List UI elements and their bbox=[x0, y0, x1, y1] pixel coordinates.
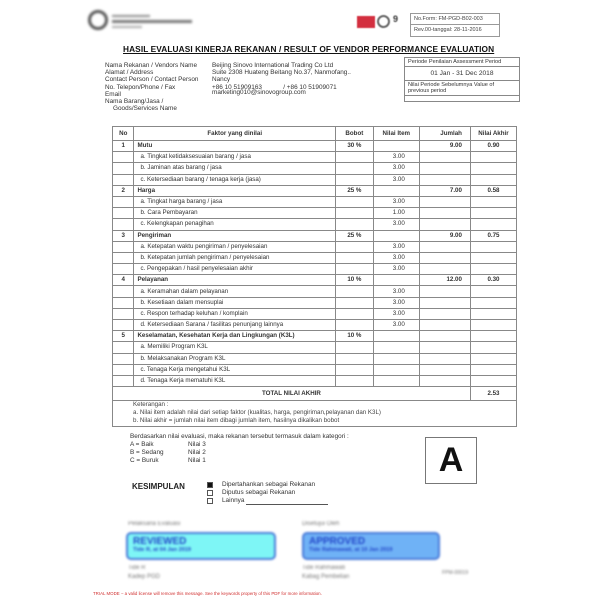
factor-item-row bbox=[113, 297, 517, 308]
item-sum bbox=[419, 152, 470, 163]
item-value: 3.00 bbox=[373, 196, 419, 207]
phone-fax: +86 10 51909163 / +86 10 51909071 bbox=[212, 83, 337, 91]
item-weight bbox=[335, 241, 373, 252]
col-item-value: Nilai Item bbox=[373, 127, 419, 141]
reviewed-stamp bbox=[126, 532, 276, 560]
item-weight bbox=[335, 364, 373, 375]
item-value: 1.00 bbox=[373, 208, 419, 219]
item-sum bbox=[419, 297, 470, 308]
form-number: No.Form: FM-PGD-B02-003 bbox=[411, 14, 499, 25]
item-sum bbox=[419, 196, 470, 207]
item-no bbox=[113, 196, 134, 207]
info-label: Alamat / Address bbox=[105, 69, 154, 77]
total-label: TOTAL NILAI AKHIR bbox=[113, 387, 471, 401]
option-label: Diputus sebagai Rekanan bbox=[222, 489, 296, 496]
factor-group-row bbox=[113, 230, 517, 241]
item-no bbox=[113, 252, 134, 263]
total-value: 2.53 bbox=[470, 387, 516, 401]
info-label: No. Telepon/Phone / Fax bbox=[105, 83, 176, 91]
item-final bbox=[470, 241, 516, 252]
info-label: Email bbox=[105, 90, 121, 98]
item-no bbox=[113, 364, 134, 375]
factor-item-row bbox=[113, 208, 517, 219]
group-weight: 25 % bbox=[335, 230, 373, 241]
item-final bbox=[470, 364, 516, 375]
stamp-text: REVIEWED bbox=[133, 536, 187, 547]
item-weight bbox=[335, 308, 373, 319]
factor-item-row bbox=[113, 353, 517, 364]
item-no bbox=[113, 320, 134, 331]
group-sum: 12.00 bbox=[419, 275, 470, 286]
item-value bbox=[373, 375, 419, 386]
factor-item-row bbox=[113, 320, 517, 331]
revision-date: Rev.00-tanggal: 28-11-2016 bbox=[414, 27, 482, 33]
vendor-info bbox=[105, 62, 420, 112]
item-value: 3.00 bbox=[373, 286, 419, 297]
group-name: Harga bbox=[134, 185, 335, 196]
item-label: c. Respon terhadap keluhan / komplain bbox=[134, 308, 335, 319]
form-number-box bbox=[410, 13, 500, 37]
category-value: Nilai 2 bbox=[188, 449, 206, 456]
group-name: Mutu bbox=[134, 141, 335, 152]
stamp-text: APPROVED bbox=[309, 536, 366, 547]
item-weight bbox=[335, 163, 373, 174]
evaluator-name: Tide R bbox=[128, 565, 146, 571]
item-weight bbox=[335, 196, 373, 207]
factor-item-row bbox=[113, 219, 517, 230]
option-label: Lainnya bbox=[222, 497, 245, 504]
item-weight bbox=[335, 152, 373, 163]
item-no bbox=[113, 297, 134, 308]
previous-period-value bbox=[405, 96, 519, 101]
item-weight bbox=[335, 174, 373, 185]
item-final bbox=[470, 252, 516, 263]
assessment-period-box bbox=[404, 57, 520, 102]
factor-item-row bbox=[113, 286, 517, 297]
approved-stamp bbox=[302, 532, 440, 560]
approver-title: Kabag Pembelian bbox=[302, 574, 350, 580]
factor-item-row bbox=[113, 364, 517, 375]
certification-logo-icon: 9 bbox=[357, 13, 403, 31]
factor-item-row bbox=[113, 264, 517, 275]
item-label: b. Jaminan atas barang / jasa bbox=[134, 163, 335, 174]
group-weight: 25 % bbox=[335, 185, 373, 196]
group-name: Keselamatan, Kesehatan Kerja dan Lingkungan (K3L) bbox=[134, 331, 335, 342]
item-no bbox=[113, 174, 134, 185]
info-label: Nama Barang/Jasa / bbox=[105, 98, 164, 106]
item-final bbox=[470, 264, 516, 275]
category-intro: Berdasarkan nilai evaluasi, maka rekanan tersebut termasuk dalam kategori : bbox=[130, 433, 349, 440]
group-final: 0.58 bbox=[470, 185, 516, 196]
item-final bbox=[470, 353, 516, 364]
group-number: 1 bbox=[113, 141, 134, 152]
col-sum: Jumlah bbox=[419, 127, 470, 141]
item-value bbox=[373, 342, 419, 353]
conclusion-options bbox=[207, 481, 328, 505]
item-value: 3.00 bbox=[373, 264, 419, 275]
factor-group-row bbox=[113, 275, 517, 286]
group-item-value bbox=[373, 275, 419, 286]
item-label: a. Tingkat harga barang / jasa bbox=[134, 196, 335, 207]
item-no bbox=[113, 219, 134, 230]
group-item-value bbox=[373, 230, 419, 241]
item-final bbox=[470, 286, 516, 297]
item-value: 3.00 bbox=[373, 152, 419, 163]
factor-item-row bbox=[113, 342, 517, 353]
item-weight bbox=[335, 264, 373, 275]
item-label: a. Keramahan dalam pelayanan bbox=[134, 286, 335, 297]
item-no bbox=[113, 286, 134, 297]
category-label: B = Sedang bbox=[130, 449, 164, 456]
factor-group-row bbox=[113, 331, 517, 342]
note-b: b. Nilai akhir = jumlah nilai item dibagi jumlah item, hasilnya dikalikan bobot bbox=[133, 417, 340, 424]
item-final bbox=[470, 308, 516, 319]
item-label: a. Tingkat ketidaksesuaian barang / jasa bbox=[134, 152, 335, 163]
group-name: Pengiriman bbox=[134, 230, 335, 241]
contact-person: Nancy bbox=[212, 76, 231, 84]
item-weight bbox=[335, 353, 373, 364]
evaluator-signature bbox=[128, 564, 160, 582]
table-header-row bbox=[113, 127, 517, 141]
item-label: a. Ketepatan waktu pengiriman / penyelesaian bbox=[134, 241, 335, 252]
item-sum bbox=[419, 286, 470, 297]
factor-item-row bbox=[113, 252, 517, 263]
item-final bbox=[470, 219, 516, 230]
item-weight bbox=[335, 208, 373, 219]
document-code: FPM-00019 bbox=[442, 570, 469, 576]
option-other[interactable] bbox=[207, 497, 328, 505]
evaluator-title: Kadep PGD bbox=[128, 574, 161, 580]
vendor-address: Suite 2308 Huateng Beitang No.37, Nanmofang.. bbox=[212, 69, 351, 77]
group-sum: 7.00 bbox=[419, 185, 470, 196]
checkbox-checked-icon[interactable] bbox=[207, 482, 213, 488]
item-sum bbox=[419, 364, 470, 375]
item-final bbox=[470, 375, 516, 386]
email: marketing010@sinovogroup.com bbox=[212, 88, 306, 96]
factor-item-row bbox=[113, 241, 517, 252]
col-factor: Faktor yang dinilai bbox=[134, 127, 335, 141]
checkbox-icon[interactable] bbox=[207, 498, 213, 504]
item-value: 3.00 bbox=[373, 163, 419, 174]
group-item-value bbox=[373, 331, 419, 342]
item-weight bbox=[335, 375, 373, 386]
group-sum bbox=[419, 331, 470, 342]
item-value: 3.00 bbox=[373, 297, 419, 308]
group-sum: 9.00 bbox=[419, 230, 470, 241]
item-no bbox=[113, 342, 134, 353]
notes-title: Keterangan : bbox=[133, 401, 169, 408]
factor-item-row bbox=[113, 163, 517, 174]
conclusion-label: KESIMPULAN bbox=[132, 482, 185, 491]
item-value: 3.00 bbox=[373, 320, 419, 331]
item-label: d. Tenaga Kerja mematuhi K3L bbox=[134, 375, 335, 386]
group-weight: 30 % bbox=[335, 141, 373, 152]
vendor-name: Beijing Sinovo International Trading Co Ltd bbox=[212, 62, 334, 69]
item-value bbox=[373, 353, 419, 364]
factor-item-row bbox=[113, 375, 517, 386]
item-label: c. Pengepakan / hasil penyelesaian akhir bbox=[134, 264, 335, 275]
factor-group-row bbox=[113, 185, 517, 196]
factor-item-row bbox=[113, 196, 517, 207]
item-sum bbox=[419, 163, 470, 174]
item-sum bbox=[419, 219, 470, 230]
factor-group-row bbox=[113, 141, 517, 152]
item-final bbox=[470, 342, 516, 353]
item-weight bbox=[335, 286, 373, 297]
item-final bbox=[470, 196, 516, 207]
item-final bbox=[470, 174, 516, 185]
group-item-value bbox=[373, 141, 419, 152]
goods-services bbox=[220, 105, 420, 112]
item-weight bbox=[335, 252, 373, 263]
item-sum bbox=[419, 241, 470, 252]
item-weight bbox=[335, 219, 373, 230]
info-label: Contact Person / Contact Person bbox=[105, 76, 199, 84]
col-no: No bbox=[113, 127, 134, 141]
item-value: 3.00 bbox=[373, 219, 419, 230]
item-weight bbox=[335, 320, 373, 331]
approver-role: Disetujui Oleh bbox=[302, 521, 340, 527]
company-logo-icon bbox=[88, 10, 238, 34]
item-sum bbox=[419, 342, 470, 353]
option-terminate[interactable] bbox=[207, 489, 328, 497]
stamp-detail: Tide R, at 04 Jan 2019 bbox=[133, 547, 192, 553]
info-label: Goods/Services Name bbox=[113, 105, 177, 113]
item-final bbox=[470, 320, 516, 331]
notes-box bbox=[112, 398, 517, 427]
item-no bbox=[113, 241, 134, 252]
item-value: 3.00 bbox=[373, 308, 419, 319]
approver-name: Tide Rahmawati bbox=[302, 565, 346, 571]
factor-item-row bbox=[113, 174, 517, 185]
item-sum bbox=[419, 252, 470, 263]
category-value: Nilai 1 bbox=[188, 457, 206, 464]
item-label: b. Ketepatan jumlah pengiriman / penyelesaian bbox=[134, 252, 335, 263]
category-legend bbox=[130, 433, 349, 465]
item-final bbox=[470, 297, 516, 308]
col-weight: Bobot bbox=[335, 127, 373, 141]
other-input-line[interactable] bbox=[246, 498, 328, 505]
item-weight bbox=[335, 297, 373, 308]
category-label: C = Buruk bbox=[130, 457, 159, 464]
item-label: b. Cara Pembayaran bbox=[134, 208, 335, 219]
group-final: 0.75 bbox=[470, 230, 516, 241]
group-number: 5 bbox=[113, 331, 134, 342]
option-label: Dipertahankan sebagai Rekanan bbox=[222, 481, 316, 488]
evaluator-role: Pelaksana Evaluasi bbox=[128, 521, 181, 527]
group-final: 0.90 bbox=[470, 141, 516, 152]
item-label: d. Ketersediaan Sarana / fasilitas penunjang lainnya bbox=[134, 320, 335, 331]
item-sum bbox=[419, 264, 470, 275]
item-value: 3.00 bbox=[373, 241, 419, 252]
info-label: Nama Rekanan / Vendors Name bbox=[105, 62, 198, 69]
item-sum bbox=[419, 208, 470, 219]
item-final bbox=[470, 163, 516, 174]
item-sum bbox=[419, 375, 470, 386]
group-weight: 10 % bbox=[335, 275, 373, 286]
trial-mode-notice: TRIAL MODE − a valid license will remove this message. See the keywords property of this PDF for more information. bbox=[93, 591, 322, 596]
item-label: c. Ketersediaan barang / tenaga kerja (jasa) bbox=[134, 174, 335, 185]
item-no bbox=[113, 264, 134, 275]
grade-box: A bbox=[425, 437, 477, 484]
checkbox-icon[interactable] bbox=[207, 490, 213, 496]
item-final bbox=[470, 152, 516, 163]
evaluation-table bbox=[112, 126, 517, 401]
group-item-value bbox=[373, 185, 419, 196]
option-retain[interactable] bbox=[207, 481, 328, 489]
item-no bbox=[113, 152, 134, 163]
col-final: Nilai Akhir bbox=[470, 127, 516, 141]
item-label: b. Kesetiaan dalam mensuplai bbox=[134, 297, 335, 308]
item-weight bbox=[335, 342, 373, 353]
group-number: 2 bbox=[113, 185, 134, 196]
item-final bbox=[470, 208, 516, 219]
group-number: 3 bbox=[113, 230, 134, 241]
factor-item-row bbox=[113, 308, 517, 319]
item-value bbox=[373, 364, 419, 375]
stamp-detail: Tide Rahmawati, at 10 Jan 2019 bbox=[309, 547, 393, 553]
previous-period-label: Nilai Periode Sebelumnya Value of previous period bbox=[405, 81, 519, 96]
period-value: 01 Jan - 31 Dec 2018 bbox=[405, 67, 519, 81]
group-sum: 9.00 bbox=[419, 141, 470, 152]
factor-item-row bbox=[113, 152, 517, 163]
item-sum bbox=[419, 174, 470, 185]
page-title: HASIL EVALUASI KINERJA REKANAN / RESULT OF VENDOR PERFORMANCE EVALUATION bbox=[123, 44, 495, 54]
note-a: a. Nilai item adalah nilai dari setiap faktor (kualitas, harga, pengiriman,pelayanan dan K3L) bbox=[133, 409, 381, 416]
item-no bbox=[113, 163, 134, 174]
item-no bbox=[113, 353, 134, 364]
item-no bbox=[113, 308, 134, 319]
item-label: c. Tenaga Kerja mengetahui K3L bbox=[134, 364, 335, 375]
period-label: Periode Penilaian Assessment Period bbox=[405, 58, 519, 67]
item-value: 3.00 bbox=[373, 252, 419, 263]
approver-signature bbox=[302, 564, 349, 582]
item-label: b. Melaksanakan Program K3L bbox=[134, 353, 335, 364]
group-weight: 10 % bbox=[335, 331, 373, 342]
item-label: a. Memiliki Program K3L bbox=[134, 342, 335, 353]
group-name: Pelayanan bbox=[134, 275, 335, 286]
category-value: Nilai 3 bbox=[188, 441, 206, 448]
group-number: 4 bbox=[113, 275, 134, 286]
item-sum bbox=[419, 353, 470, 364]
item-sum bbox=[419, 308, 470, 319]
item-value: 3.00 bbox=[373, 174, 419, 185]
item-no bbox=[113, 208, 134, 219]
group-final: 0.30 bbox=[470, 275, 516, 286]
category-label: A = Baik bbox=[130, 441, 154, 448]
group-final bbox=[470, 331, 516, 342]
item-no bbox=[113, 375, 134, 386]
item-sum bbox=[419, 320, 470, 331]
item-label: c. Kelengkapan penagihan bbox=[134, 219, 335, 230]
